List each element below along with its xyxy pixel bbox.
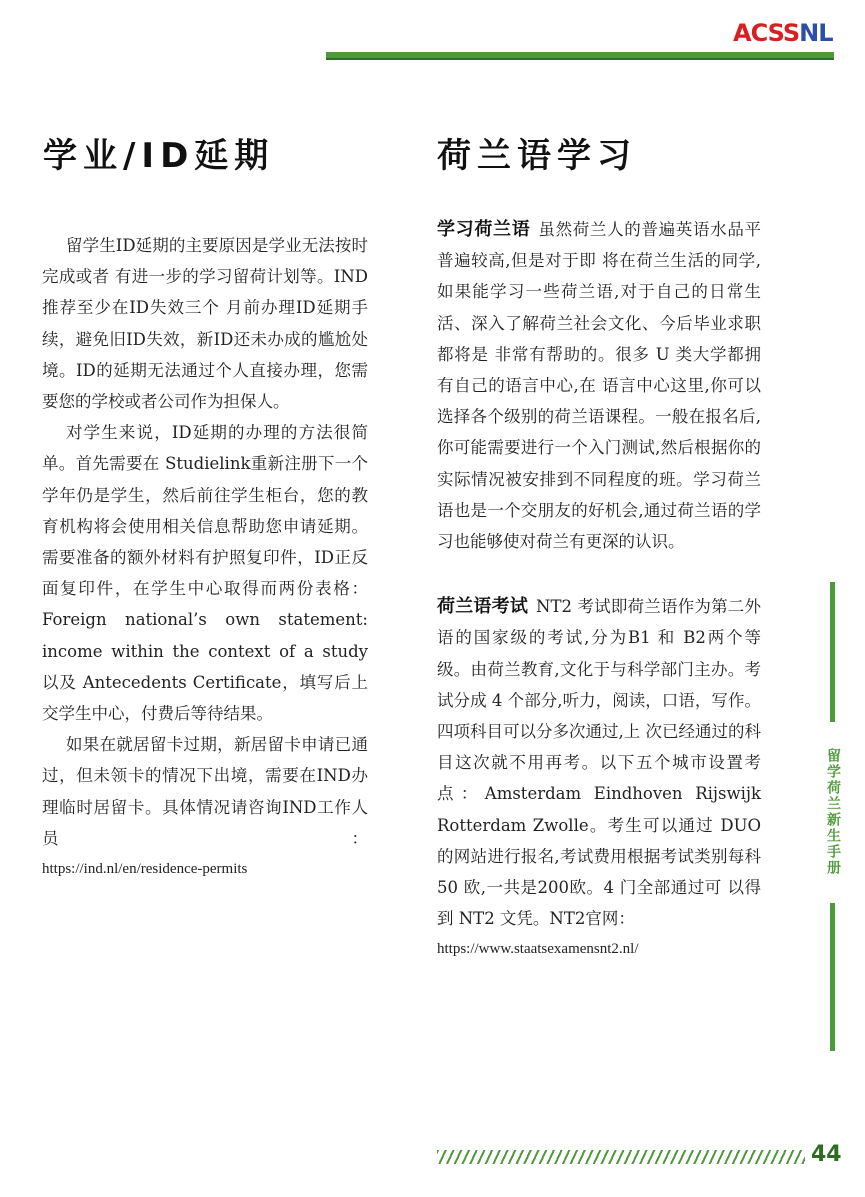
- logo-part-acss: ACSS: [733, 19, 800, 47]
- side-bar-top: [830, 582, 835, 722]
- right-paragraph-2-text: NT2 考试即荷兰语作为第二外语的国家级的考试,分为B1 和 B2两个等级。由荷兰教育,文化于与科学部门主办。考试分成 4 个部分,听力，阅读，口语，写作。四项科目可以分多次通过,上 次已经通过的科目这次就不用再考。以下五个城市设置考 点：Amsterdam Eindhoven Rijswijk Rotterdam Zwolle。考生可以通过 DUO 的网站进行报名,考试费用根据考试类别每科 50 欧,一共是200欧。4 门全部通过可 以得到 NT2 文凭。NT2官网：: [437, 597, 762, 929]
- left-paragraph-3: 如果在就居留卡过期，新居留卡申请已通过，但未领卡的情况下出境，需要在IND办理临时居留卡。具体情况请咨询IND工作人员：: [42, 735, 368, 848]
- left-heading: 学业/ID延期: [43, 136, 275, 176]
- side-label: 留学荷兰新生手册: [825, 748, 841, 876]
- lead-dutch-exam: 荷兰语考试: [437, 596, 529, 618]
- left-paragraph-2: 对学生来说，ID延期的办理的方法很简单。首先需要在 Studielink重新注册下一个学年仍是学生，然后前往学生柜台，您的教育机构将会使用相关信息帮助您申请延期。需要准备的额外材料有护照复印件，ID正反面复印件，在学生中心取得而两份表格：Foreign national’s own statement: income within the context of a study 以及 Antecedents Certificate，填写后上交学生中心，付费后等待结果。: [42, 423, 368, 724]
- right-paragraph-2: [437, 591, 761, 934]
- right-column: [437, 214, 761, 966]
- right-heading: 荷兰语学习: [437, 136, 637, 176]
- side-bar-bottom: [830, 903, 835, 1051]
- left-paragraph-1: 留学生ID延期的主要原因是学业无法按时完成或者 有进一步的学习留荷计划等。IND推荐至少在ID失效三个 月前办理ID延期手续，避免旧ID失效，新ID还未办成的尴尬处境。ID的延期无法通过个人直接办理，您需要您的学校或者公司作为担保人。: [42, 236, 368, 412]
- lead-learn-dutch: 学习荷兰语: [437, 219, 531, 240]
- left-column: [42, 230, 368, 885]
- right-paragraph-1-text: 虽然荷兰人的普遍英语水品平普遍较高,但是对于即 将在荷兰生活的同学,如果能学习一些荷兰语,对于自己的日常生活、深入了解荷兰社会文化、今后毕业求职都将是 非常有帮助的。很多 U 类大学都拥有自己的语言中心,在 语言中心这里,你可以选择各个级别的荷兰语课程。一般在报名后,你可能需要进行一个入门测试,然后根据你的实际情况被安排到不同程度的班。学习荷兰语也是一个交朋友的好机会,通过荷兰语的学习也能够使对荷兰有更深的认识。: [437, 220, 762, 552]
- page-number: 44: [811, 1142, 842, 1167]
- right-link[interactable]: https://www.staatsexamensnt2.nl/: [437, 941, 639, 958]
- right-paragraph-1: [437, 214, 761, 557]
- footer-stripes: [437, 1150, 805, 1164]
- acss-logo: [733, 18, 833, 48]
- top-divider: [326, 52, 834, 60]
- left-link[interactable]: https://ind.nl/en/residence-permits: [42, 861, 248, 878]
- logo-part-nl: NL: [799, 19, 833, 47]
